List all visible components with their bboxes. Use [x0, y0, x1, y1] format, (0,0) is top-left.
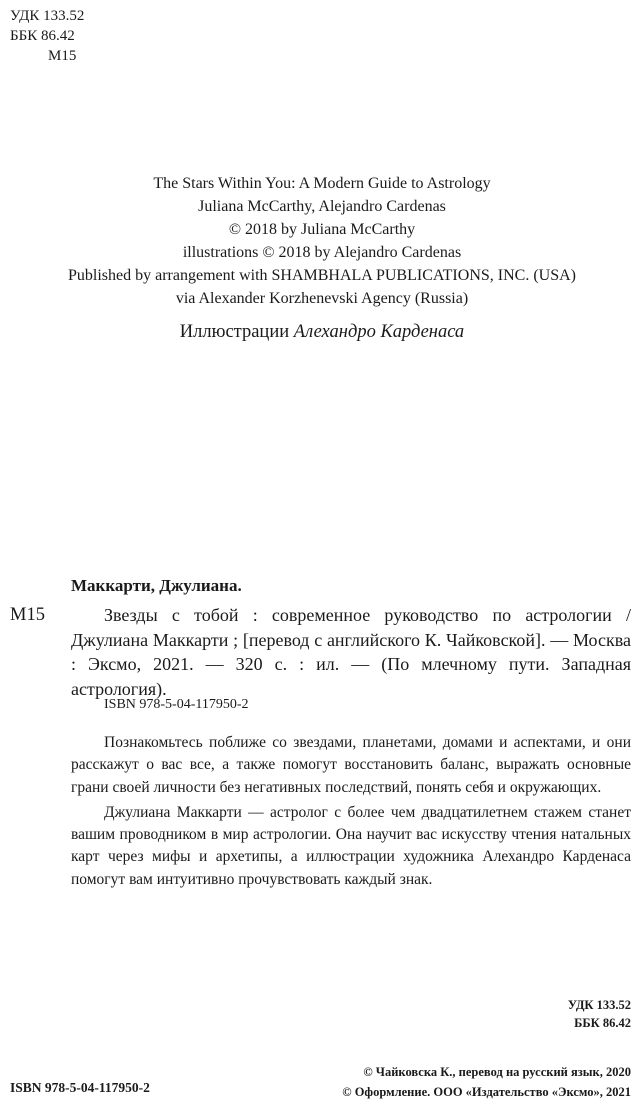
illustrator-name: Алехандро Карденаса	[293, 322, 465, 342]
illustrations-prefix: Иллюстрации	[179, 322, 294, 342]
bottom-classification	[568, 996, 631, 1032]
udk-code: УДК 133.52	[10, 8, 85, 24]
author-heading: Маккарти, Джулиана.	[71, 576, 242, 595]
translation-copyright: © Чайковска К., перевод на русский язык, 2020	[363, 1065, 631, 1079]
original-authors: Juliana McCarthy, Alejandro Cardenas	[198, 198, 446, 215]
bbk-code-bottom: ББК 86.42	[574, 1016, 631, 1030]
original-title: The Stars Within You: A Modern Guide to Astrology	[153, 175, 491, 192]
original-edition-credits	[0, 172, 644, 310]
isbn-record: ISBN 978-5-04-117950-2	[104, 697, 249, 712]
annotation	[71, 732, 631, 894]
copyright-notices	[342, 1062, 631, 1102]
udk-code-bottom: УДК 133.52	[567, 998, 631, 1012]
bbk-code: ББК 86.42	[10, 28, 75, 44]
illustrations-copyright: illustrations © 2018 by Alejandro Cardenas	[182, 244, 462, 261]
isbn-footer: ISBN 978-5-04-117950-2	[10, 1080, 150, 1095]
bibliographic-mark: М15	[10, 605, 45, 625]
agency-note: via Alexander Korzhenevski Agency (Russia)	[175, 290, 469, 307]
publisher-arrangement: Published by arrangement with SHAMBHALA PUBLICATIONS, INC. (USA)	[68, 267, 576, 284]
annotation-paragraph: Познакомьтесь поближе со звездами, планетами, домами и аспектами, и они расскажут о вас все, а также помогут восстановить баланс, выражать основные грани своей личности без негативных последствий, понять себя и окружающих.	[71, 734, 631, 796]
bibliographic-description: Звезды с тобой : современное руководство по астрологии / Джулиана Маккарти ; [перевод с английского К. Чайковской]. — Москва : Эксмо, 2021. — 320 с. : ил. — (По млечному пути. Западная астрология).	[71, 605, 631, 699]
text-copyright: © 2018 by Juliana McCarthy	[228, 221, 416, 238]
annotation-paragraph: Джулиана Маккарти — астролог с более чем двадцатилетнем стажем станет вашим проводником в мир астрологии. Она научит вас искусству чтения натальных карт через мифы и архетипы, а иллюстрации художника Алехандро Карденаса помогут вам интуитивно прочувствовать каждый знак.	[71, 803, 631, 888]
author-mark: М15	[48, 48, 77, 64]
design-copyright: © Оформление. ООО «Издательство «Эксмо», 2021	[342, 1085, 631, 1099]
illustrations-credit	[0, 322, 644, 343]
top-classification	[10, 6, 84, 66]
